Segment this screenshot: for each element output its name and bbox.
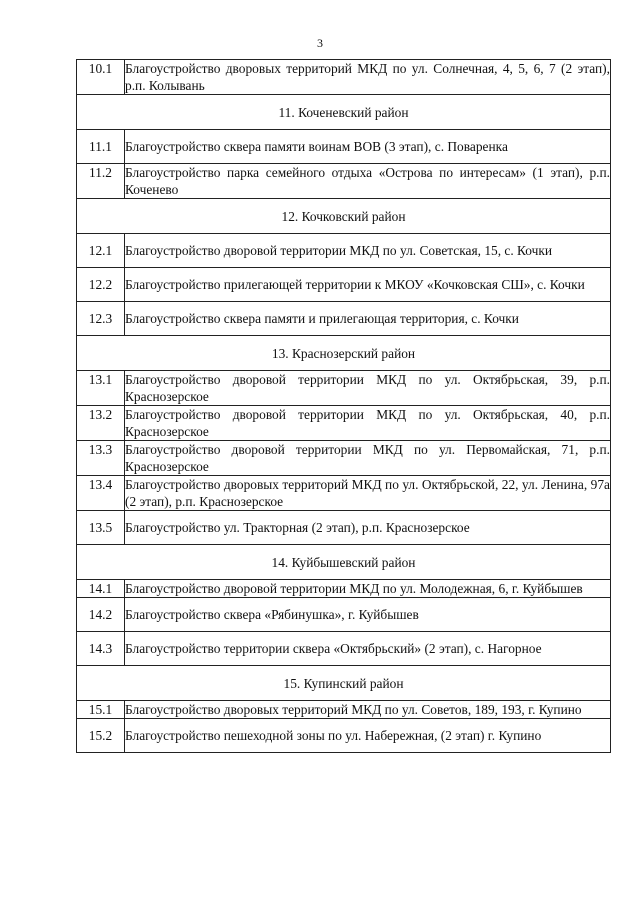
item-description: Благоустройство дворовой территории МКД по ул. Октябрьская, 39, р.п. Краснозерское <box>125 372 610 404</box>
item-number: 14.3 <box>77 632 125 666</box>
item-description: Благоустройство дворовых территорий МКД по ул. Октябрьской, 22, ул. Ленина, 97а (2 этап), р.п. Краснозерское <box>125 477 610 509</box>
section-title: 14. Куйбышевский район <box>77 545 611 580</box>
section-title: 15. Купинский район <box>77 666 611 701</box>
item-number: 13.1 <box>77 371 125 406</box>
item-description: Благоустройство парка семейного отдыха «Острова по интересам» (1 этап), р.п. Коченево <box>125 165 610 197</box>
item-description: Благоустройство дворовых территорий МКД по ул. Советов, 189, 193, г. Купино <box>125 701 611 719</box>
item-number: 13.2 <box>77 406 125 441</box>
table-row <box>77 130 611 164</box>
item-description: Благоустройство сквера памяти и прилегающая территория, с. Кочки <box>125 302 611 336</box>
projects-table-body <box>77 60 611 753</box>
item-description: Благоустройство дворовой территории МКД по ул. Советская, 15, с. Кочки <box>125 234 611 268</box>
item-number: 11.2 <box>77 164 125 199</box>
projects-table <box>76 59 611 753</box>
item-number: 12.1 <box>77 234 125 268</box>
item-number: 13.4 <box>77 476 125 511</box>
table-row <box>77 701 611 719</box>
table-row <box>77 511 611 545</box>
table-row <box>77 441 611 476</box>
item-number: 13.5 <box>77 511 125 545</box>
section-header-row <box>77 336 611 371</box>
item-description: Благоустройство дворовой территории МКД по ул. Молодежная, 6, г. Куйбышев <box>125 580 611 598</box>
page-number: 3 <box>317 36 323 50</box>
table-row <box>77 234 611 268</box>
table-row <box>77 632 611 666</box>
section-title: 12. Кочковский район <box>77 199 611 234</box>
table-row <box>77 164 611 199</box>
item-number: 12.3 <box>77 302 125 336</box>
table-row <box>77 476 611 511</box>
item-number: 12.2 <box>77 268 125 302</box>
table-row <box>77 371 611 406</box>
table-row <box>77 60 611 95</box>
item-description: Благоустройство дворовой территории МКД по ул. Октябрьская, 40, р.п. Краснозерское <box>125 407 610 439</box>
section-header-row <box>77 666 611 701</box>
item-description: Благоустройство пешеходной зоны по ул. Набережная, (2 этап) г. Купино <box>125 719 611 753</box>
section-header-row <box>77 545 611 580</box>
item-description: Благоустройство дворовой территории МКД по ул. Первомайская, 71, р.п. Краснозерское <box>125 442 610 474</box>
item-number: 13.3 <box>77 441 125 476</box>
item-number: 11.1 <box>77 130 125 164</box>
table-row <box>77 268 611 302</box>
section-header-row <box>77 95 611 130</box>
table-row <box>77 302 611 336</box>
item-description: Благоустройство сквера «Рябинушка», г. Куйбышев <box>125 598 611 632</box>
item-number: 14.1 <box>77 580 125 598</box>
item-description: Благоустройство ул. Тракторная (2 этап), р.п. Краснозерское <box>125 511 611 545</box>
item-description: Благоустройство дворовых территорий МКД по ул. Солнечная, 4, 5, 6, 7 (2 этап), р.п. Колывань <box>125 61 610 93</box>
item-description: Благоустройство прилегающей территории к МКОУ «Кочковская СШ», с. Кочки <box>125 268 611 302</box>
item-number: 15.2 <box>77 719 125 753</box>
item-description: Благоустройство сквера памяти воинам ВОВ (3 этап), с. Поваренка <box>125 130 611 164</box>
section-title: 11. Коченевский район <box>77 95 611 130</box>
item-description: Благоустройство территории сквера «Октябрьский» (2 этап), с. Нагорное <box>125 632 611 666</box>
table-row <box>77 406 611 441</box>
item-number: 15.1 <box>77 701 125 719</box>
item-number: 14.2 <box>77 598 125 632</box>
table-row <box>77 719 611 753</box>
table-row <box>77 598 611 632</box>
table-row <box>77 580 611 598</box>
item-number: 10.1 <box>77 60 125 95</box>
section-header-row <box>77 199 611 234</box>
section-title: 13. Краснозерский район <box>77 336 611 371</box>
